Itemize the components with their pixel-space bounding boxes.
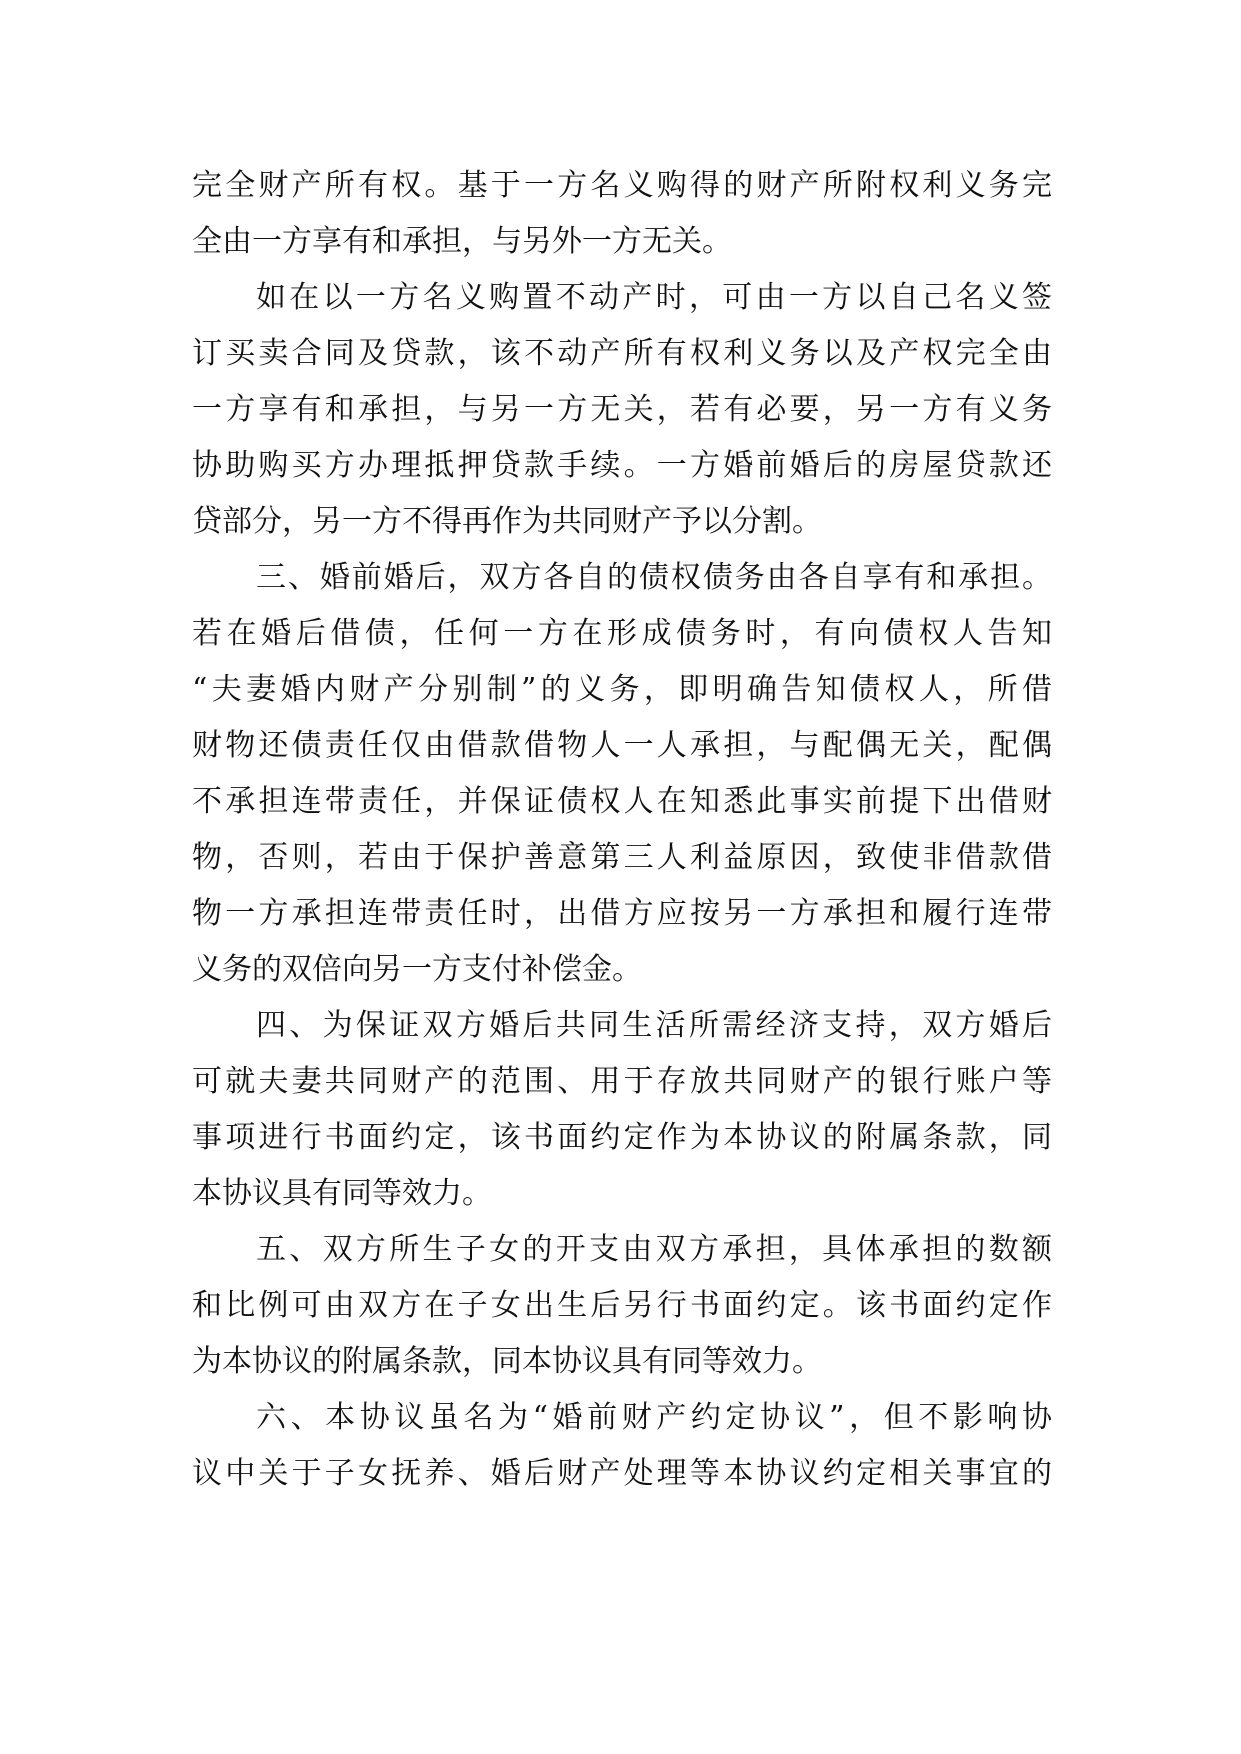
paragraph-continuation [192, 158, 1052, 270]
text-line: 和比例可由双方在子女出生后另行书面约定。该书面约定作 [192, 1288, 1052, 1323]
text-line: 事项进行书面约定，该书面约定作为本协议的附属条款，同 [192, 1120, 1052, 1155]
text-line: 五、双方所生子女的开支由双方承担，具体承担的数额 [256, 1232, 1052, 1267]
text-line: 全由一方享有和承担，与另外一方无关。 [192, 224, 732, 259]
text-line: 义务的双倍向另一方支付补偿金。 [192, 952, 642, 987]
text-line: 一方享有和承担，与另一方无关，若有必要，另一方有义务 [192, 392, 1052, 427]
text-line: 可就夫妻共同财产的范围、用于存放共同财产的银行账户等 [192, 1064, 1052, 1099]
text-line: 为本协议的附属条款，同本协议具有同等效力。 [192, 1344, 822, 1379]
text-line: 完全财产所有权。基于一方名义购得的财产所附权利义务完 [192, 168, 1052, 203]
paragraph-clause-three [192, 550, 1052, 998]
text-line: 财物还债责任仅由借款借物人一人承担，与配偶无关，配偶 [192, 728, 1052, 763]
text-line: 若在婚后借债，任何一方在形成债务时，有向债权人告知 [192, 616, 1052, 651]
text-line: “夫妻婚内财产分别制”的义务，即明确告知债权人，所借 [192, 672, 1052, 707]
text-line: 三、婚前婚后，双方各自的债权债务由各自享有和承担。 [256, 560, 1052, 595]
text-line: 贷部分，另一方不得再作为共同财产予以分割。 [192, 504, 822, 539]
text-line: 协助购买方办理抵押贷款手续。一方婚前婚后的房屋贷款还 [192, 448, 1052, 483]
text-line: 六、本协议虽名为“婚前财产约定协议”，但不影响协 [256, 1400, 1052, 1435]
text-line: 本协议具有同等效力。 [192, 1176, 492, 1211]
paragraph-clause-five [192, 1222, 1052, 1390]
text-line: 如在以一方名义购置不动产时，可由一方以自己名义签 [256, 280, 1052, 315]
paragraph-clause-four [192, 998, 1052, 1222]
text-line: 订买卖合同及贷款，该不动产所有权利义务以及产权完全由 [192, 336, 1052, 371]
text-line: 议中关于子女抚养、婚后财产处理等本协议约定相关事宜的 [192, 1456, 1052, 1491]
paragraph-clause-six [192, 1390, 1052, 1502]
text-line: 物一方承担连带责任时，出借方应按另一方承担和履行连带 [192, 896, 1052, 931]
text-line: 物，否则，若由于保护善意第三人利益原因，致使非借款借 [192, 840, 1052, 875]
text-line: 不承担连带责任，并保证债权人在知悉此事实前提下出借财 [192, 784, 1052, 819]
paragraph-property-purchase [192, 270, 1052, 550]
text-line: 四、为保证双方婚后共同生活所需经济支持，双方婚后 [256, 1008, 1052, 1043]
document-page [192, 158, 1052, 1502]
